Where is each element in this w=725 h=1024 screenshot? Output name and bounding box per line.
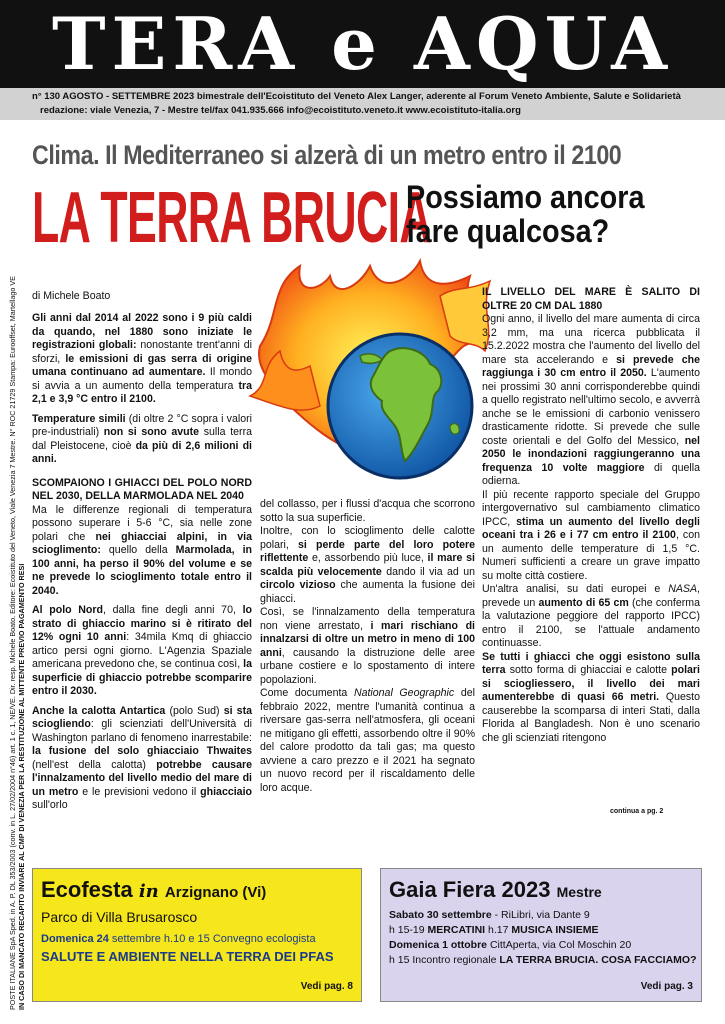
burning-earth-icon (240, 256, 500, 502)
paragraph: Se tutti i ghiacci che oggi esistono sulla terra sotto forma di ghiacciai e calotte polari si sciogliessero, il livello dei mari aumenterebbe di quasi 66 metri. Questo causerebbe la scomparsa di interi Stati, dalla Florida al Bangladesh. Non è uno scenario che gli scienziati ritengono (482, 650, 700, 744)
main-headline: LA TERRA BRUCIA (32, 178, 432, 258)
sub-headline: Possiamo ancora fare qualcosa? (406, 179, 645, 249)
paragraph: Gli anni dal 2014 al 2022 sono i 9 più caldi da quando, nel 1880 sono iniziate le registrazioni globali: nonostante trent'anni di sforzi, le emissioni di gas serra di origine umana continuano ad aumentare. Il mondo si avvia a un aumento della temperatura tra 2,1 e 3,9 °C entro il 2100. (32, 312, 253, 405)
masthead (0, 0, 725, 88)
event-theme: SALUTE E AMBIENTE NELLA TERRA DEI PFAS (41, 949, 334, 964)
article-column-1 (32, 312, 252, 819)
postal-info: POSTE ITALIANE SpA Sped. in A. P. DL 353/2003 (conv. in L. 27/02/2004 n°46) art. 1 c. 1, NE/VE. Dir. resp. Michele Boato. Editore: Ecoistituto del Veneto, Viale Venezia 7 Mestre. N° ROC 21729 Stampa: Eurooffset, Martellago VE (8, 276, 17, 1010)
section-heading: IL LIVELLO DEL MARE È SALITO DI OLTRE 20 CM DAL 1880 (482, 286, 700, 312)
paragraph: del collasso, per i flussi d'acqua che scorrono sotto la sua superficie. (260, 498, 475, 524)
section-heading: SCOMPAIONO I GHIACCI DEL POLO NORD NEL 2030, DELLA MARMOLADA NEL 2040 (32, 476, 252, 502)
ecofesta-box (32, 868, 362, 1002)
paragraph: Come documenta National Geographic del febbraio 2022, mentre l'umanità continua a riversare gas-serra nell'atmosfera, gli oceani ne mitigano gli effetti, assorbendo oltre il 90% del calore prodotto da tali gas; ma questo avviene a caro prezzo e il 2021 ha segnato un nuovo record per il riscaldamento delle loro acque. (260, 687, 475, 794)
return-notice: IN CASO DI MANCATO RECAPITO INVIARE AL CMP DI VENEZIA PER LA RESTITUZIONE AL MITTENTE PREVIO PAGAMENTO RESI (17, 563, 26, 1010)
paragraph: Al polo Nord, dalla fine degli anni 70, lo strato di ghiaccio marino si è ritirato del 12% ogni 10 anni: 34mila Kmq di ghiaccio artico persi ogni giorno. L'Agenzia Spaziale americana prevedono che, se continua così, la superficie di ghiaccio potrebbe scomparire entro il 2030. (32, 604, 252, 697)
paragraph: Anche la calotta Antartica (polo Sud) si sta sciogliendo: gli scienziati dell'Università di Washington parlano di fenomeno inarrestabile: la fusione del solo ghiacciaio Thwaites (nell'est della calotta) potrebbe causare l'innalzamento del livello medio del mare di un metro e le previsioni vedono il ghiacciaio sull'orlo (32, 704, 252, 811)
event-date: Domenica 24 settembre h.10 e 15 Convegno ecologista (41, 933, 316, 945)
postal-side-text (8, 130, 26, 1010)
event-line: Domenica 1 ottobre CittAperta, via Col Moschin 20 (389, 939, 632, 951)
paragraph: Un'altra analisi, su dati europei e NASA, prevede un aumento di 65 cm (che conferma la valutazione peggiore del rapporto IPCC) entro il 2100, se l'attuale andamento continuasse. (482, 583, 700, 649)
byline: di Michele Boato (32, 290, 111, 302)
park-name: Parco di Villa Brusarosco (41, 909, 198, 925)
gaia-fiera-box (380, 868, 702, 1002)
see-page-link: Vedi pag. 8 (300, 981, 353, 992)
subheader (0, 88, 725, 120)
paragraph: Temperature simili (di oltre 2 °C sopra i valori pre-industriali) non si sono avute sulla terra dal Pleistocene, cioè da più di 2,6 milioni di anni. (32, 412, 252, 465)
article-column-2 (260, 498, 475, 801)
box-title: Gaia Fiera 2023 Mestre (389, 877, 602, 902)
paragraph: Inoltre, con lo scioglimento delle calotte polari, si perde parte del loro potere riflettente e, assorbendo più luce, il mare si scalda più velocemente dando il via ad un circolo vizioso che aumenta la fusione dei ghiacci. (260, 525, 475, 605)
paragraph: Ogni anno, il livello del mare aumenta di circa 3,2 mm, ma una ricerca pubblicata il 15.2.2022 mostra che l'aumento del livello del mare sta accelerando e si prevede che raggiunga i 30 cm entro il 2050. L'aumento nei prossimi 30 anni corrisponderebbe quindi a quello registrato nell'ultimo secolo, e avverrà anche se le emissioni di carbonio venissero drasticamente ridotte. Si prevede che sulle coste orientali e del Golfo del Messico, nel 2050 le inondazioni raggiungeranno una frequenza 10 volte maggiore di quella odierna. (482, 313, 700, 487)
issue-line: n° 130 AGOSTO - SETTEMBRE 2023 bimestrale dell'Ecoistituto del Veneto Alex Langer, aderente al Forum Veneto Ambiente, Salute e Solidarietà (32, 91, 681, 102)
paragraph: Ma le differenze regionali di temperatura possono superare i 5-6 °C, sia nelle zone polari che nei ghiacciai alpini, in via scioglimento: quello della Marmolada, in 100 anni, ha perso il 90% del volume e se ne prevede lo scioglimento totale entro il 2040. (32, 503, 252, 597)
event-line: h 15 Incontro regionale LA TERRA BRUCIA. COSA FACCIAMO? (389, 954, 697, 966)
kicker: Clima. Il Mediterraneo si alzerà di un metro entro il 2100 (32, 140, 622, 170)
paragraph: Così, se l'innalzamento della temperatura non viene arrestato, i mari rischiano di innalzarsi di oltre un metro in meno di 100 anni, causando la distruzione delle aree urbane costiere e lo spostamento di intere popolazioni. (260, 606, 475, 686)
event-line: h 15-19 MERCATINI h.17 MUSICA INSIEME (389, 924, 599, 936)
box-title: Ecofesta in Arzignano (Vi) (41, 877, 267, 902)
newspaper-title: TERA e AQUA (51, 1, 674, 86)
article-column-3 (482, 286, 700, 751)
continue-note: continua a pg. 2 (610, 808, 664, 815)
event-line: Sabato 30 settembre - RiLibri, via Dante 9 (389, 909, 590, 921)
see-page-link: Vedi pag. 3 (640, 981, 693, 992)
contact-line: redazione: viale Venezia, 7 - Mestre tel/fax 041.935.666 info@ecoistituto.veneto.it www.ecoistituto-italia.org (40, 105, 521, 116)
paragraph: Il più recente rapporto speciale del Gruppo intergovernativo sul cambiamento climatico IPCC, stima un aumento del livello degli oceani tra i 26 e i 77 cm entro il 2100, con un aumento delle temperature di 1,5 °C. Numeri sufficienti a creare un grave impatto su molte città costiere. (482, 488, 701, 582)
